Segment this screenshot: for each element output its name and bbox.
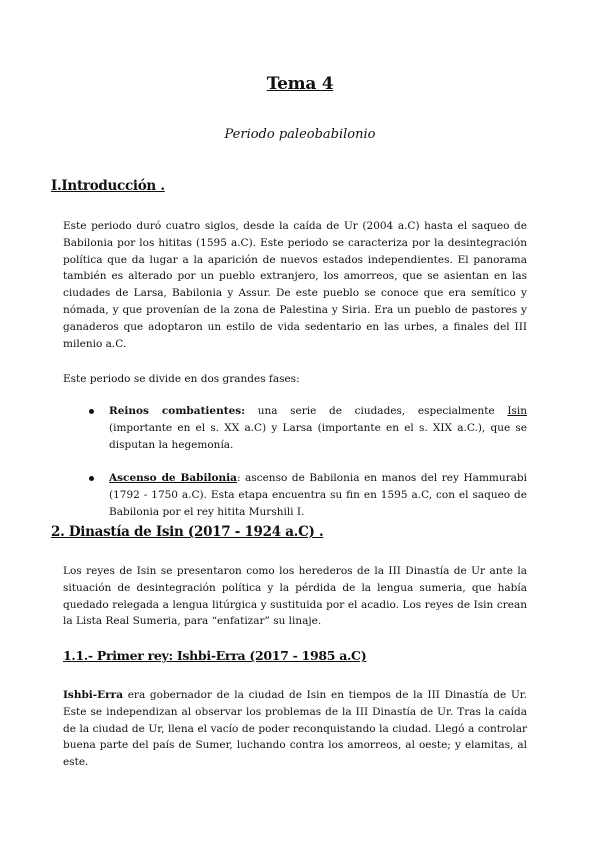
list-item-text: : ascenso de Babilonia en manos del rey Hammurabi (1792 - 1750 a.C). Esta etapa encuentra su fin en 1595 a.C, con el saqueo de Babilonia por el rey hitita Murshili I. [109,472,527,518]
list-item [63,470,527,520]
subsection-heading-ishbi-erra: 1.1.- Primer rey: Ishbi-Erra (2017 - 1985 a.C) [63,648,367,663]
list-item [63,403,527,453]
bullet-icon [89,409,94,414]
list-item-text: (importante en el s. XX a.C) y Larsa (importante en el s. XIX a.C.), que se disputan la hegemonía. [109,421,527,451]
phases-list [63,403,527,521]
intro-paragraph: Este periodo duró cuatro siglos, desde la caída de Ur (2004 a.C) hasta el saqueo de Babilonia por los hititas (1595 a.C). Este periodo se caracteriza por la desintegración política que da lugar a la aparición de nuevos estados independientes. El panorama también es alterado por un pueblo extranjero, los amorreos, que se asientan en las ciudades de Larsa, Babilonia y Assur. De este pueblo se conoce que era semítico y nómada, y que provenían de la zona de Palestina y Siria. Era un pueblo de pastores y ganaderos que adoptaron un estilo de vida sedentario en las urbes, a finales del III milenio a.C. [63,220,527,350]
dinastia-isin-paragraph: Los reyes de Isin se presentaron como los herederos de la III Dinastía de Ur ante la situación de desintegración política y la pérdida de la lengua sumeria, que había quedado relegada a lengua litúrgica y sustituida por el acadio. Los reyes de Isin crean la Lista Real Sumeria, para “enfatizar” su linaje. [63,565,527,628]
list-item-underlined-term: Isin [507,405,527,417]
ishbi-erra-text: era gobernador de la ciudad de Isin en tiempos de la III Dinastía de Ur. Este se independizan al observar los problemas de la III Dinastía de Ur. Tras la caída de la ciudad de Ur, llena el vacío de poder reconquistando la ciudad. Llegó a controlar buena parte del país de Sumer, luchando contra los amorreos, al oeste; y elamitas, al este. [63,689,527,769]
document-subtitle: Periodo paleobabilonio [224,127,376,142]
list-item-text: una serie de ciudades, especialmente [245,405,508,417]
list-item-term: Ascenso de Babilonia [109,472,237,485]
document-title: Tema 4 [266,74,334,94]
section-heading-dinastia-isin: 2. Dinastía de Isin (2017 - 1924 a.C) . [51,524,324,540]
list-item-term: Reinos combatientes: [109,405,246,417]
bullet-icon [89,476,94,481]
phases-intro-paragraph: Este periodo se divide en dos grandes fases: [63,373,300,385]
ishbi-erra-term: Ishbi-Erra [63,689,124,701]
section-heading-introduccion: I.Introducción . [51,178,165,194]
ishbi-erra-paragraph [63,687,527,771]
